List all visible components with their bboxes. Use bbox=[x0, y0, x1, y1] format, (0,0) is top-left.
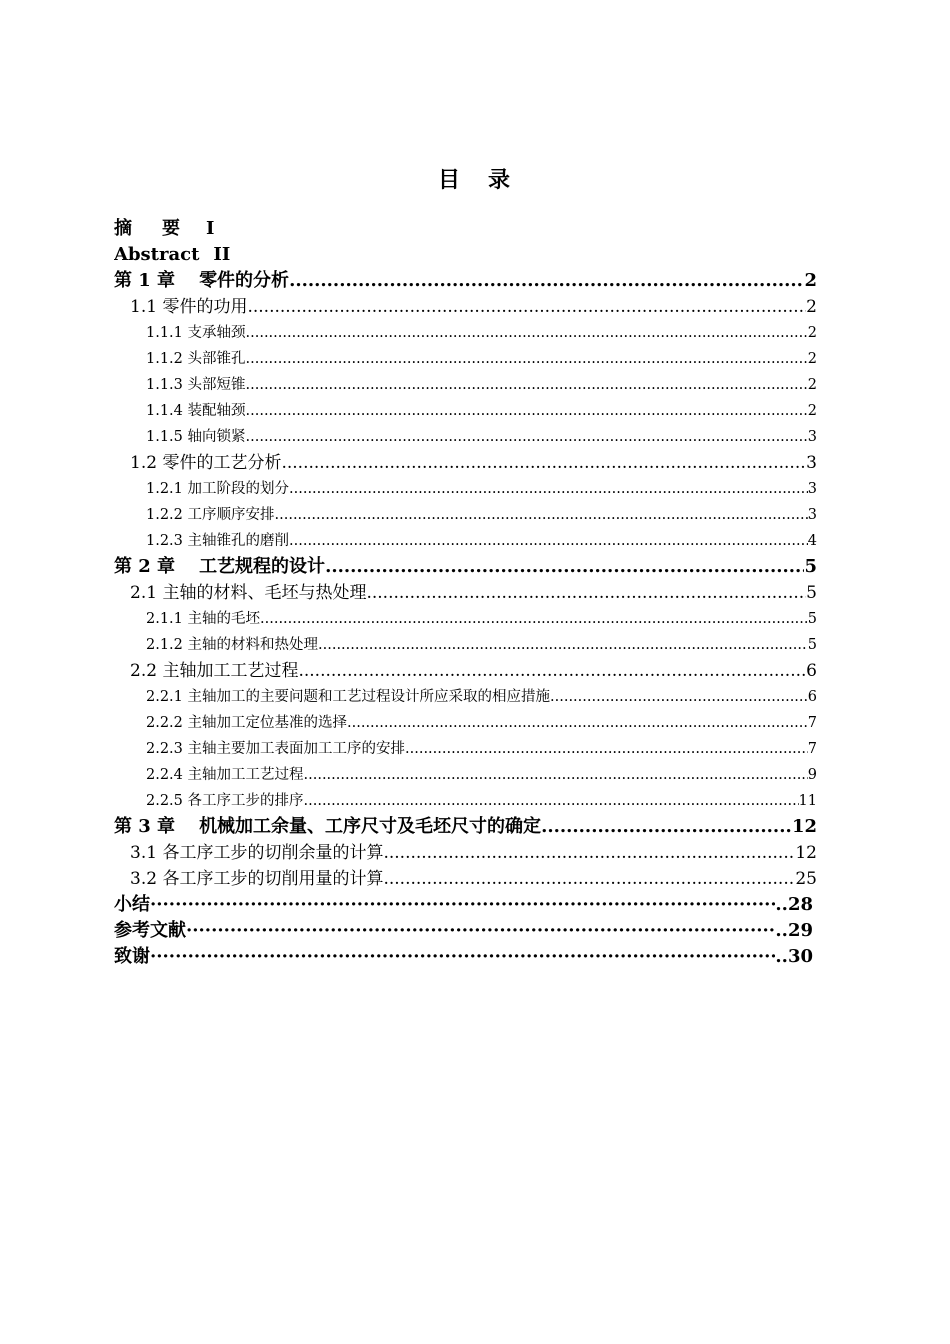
toc-entry-subsection[interactable] bbox=[114, 684, 817, 710]
toc-page-number: 3 bbox=[807, 507, 817, 523]
toc-entry-chapter[interactable] bbox=[114, 268, 817, 294]
toc-end-matter bbox=[114, 892, 817, 970]
entry-title: 1.1.3 头部短锥 bbox=[146, 377, 246, 393]
entry-title: 2.2 主轴加工工艺过程 bbox=[130, 661, 299, 681]
toc-page-number: 5 bbox=[804, 556, 817, 577]
leader-dots bbox=[246, 320, 808, 346]
entry-title: 2.1.2 主轴的材料和热处理 bbox=[146, 637, 319, 653]
toc-entry-subsection[interactable] bbox=[114, 424, 817, 450]
toc-entry-subsection[interactable] bbox=[114, 476, 817, 502]
toc-entry-section[interactable] bbox=[114, 658, 817, 684]
entry-title: 2.2.1 主轴加工的主要问题和工艺过程设计所应采取的相应措施 bbox=[146, 689, 551, 705]
toc-page-number: 2 bbox=[804, 270, 817, 291]
toc-page-number: 4 bbox=[807, 533, 817, 549]
toc-page-number: 6 bbox=[806, 661, 817, 681]
entry-title: 1.2.3 主轴锥孔的磨削 bbox=[146, 533, 290, 549]
toc-page-number: ..28 bbox=[775, 894, 813, 915]
toc-entry-subsection[interactable] bbox=[114, 762, 817, 788]
toc-entry-section[interactable] bbox=[114, 840, 817, 866]
leader-dots bbox=[246, 346, 808, 372]
toc-entry-abstract-en[interactable] bbox=[114, 242, 817, 268]
toc-entry-chapter[interactable] bbox=[114, 554, 817, 580]
toc-page-number: 2 bbox=[807, 325, 817, 341]
leader-dots bbox=[289, 268, 804, 294]
toc-entry-subsection[interactable] bbox=[114, 502, 817, 528]
toc-page-number: 2 bbox=[807, 377, 817, 393]
leader-dots bbox=[186, 918, 775, 944]
toc-entry-section[interactable] bbox=[114, 450, 817, 476]
entry-title: 2.2.4 主轴加工工艺过程 bbox=[146, 767, 304, 783]
toc-page-number: 12 bbox=[791, 816, 817, 837]
toc-body bbox=[114, 268, 817, 892]
toc-page-number: 12 bbox=[795, 843, 817, 863]
entry-title: 1.1 零件的功用 bbox=[130, 297, 248, 317]
toc-page-number: 2 bbox=[806, 297, 817, 317]
toc-entry-subsection[interactable] bbox=[114, 528, 817, 554]
leader-dots bbox=[318, 632, 808, 658]
abstract-cn-char-1: 摘 bbox=[114, 218, 132, 239]
toc-page-number: 5 bbox=[807, 611, 817, 627]
entry-title: 小结 bbox=[114, 894, 150, 915]
chapter-number: 第 1 章 bbox=[114, 270, 176, 291]
leader-dots bbox=[550, 684, 808, 710]
leader-dots bbox=[281, 450, 806, 476]
leader-dots bbox=[150, 944, 775, 970]
toc-entry-section[interactable] bbox=[114, 580, 817, 606]
toc-entry-subsection[interactable] bbox=[114, 346, 817, 372]
toc-entry-subsection[interactable] bbox=[114, 632, 817, 658]
toc-entry-subsection[interactable] bbox=[114, 398, 817, 424]
entry-title: 2.1 主轴的材料、毛坯与热处理 bbox=[130, 583, 367, 603]
leader-dots bbox=[150, 892, 775, 918]
entry-title: 3.2 各工序工步的切削用量的计算 bbox=[130, 869, 384, 889]
leader-dots bbox=[366, 580, 806, 606]
abstract-en-label: Abstract bbox=[114, 244, 200, 265]
toc-page-number: 7 bbox=[807, 741, 817, 757]
toc-entry-end-matter[interactable] bbox=[114, 944, 817, 970]
leader-dots bbox=[260, 606, 808, 632]
entry-title: 参考文献 bbox=[114, 920, 186, 941]
toc-page-number: 25 bbox=[795, 869, 817, 889]
leader-dots bbox=[383, 840, 795, 866]
entry-title: 3.1 各工序工步的切削余量的计算 bbox=[130, 843, 384, 863]
toc-entry-subsection[interactable] bbox=[114, 788, 817, 814]
toc-entry-end-matter[interactable] bbox=[114, 892, 817, 918]
toc-page-number: ..30 bbox=[775, 946, 813, 967]
toc-title bbox=[0, 163, 950, 194]
entry-title: 1.2.2 工序顺序安排 bbox=[146, 507, 275, 523]
toc-entry-subsection[interactable] bbox=[114, 320, 817, 346]
toc-entry-subsection[interactable] bbox=[114, 606, 817, 632]
leader-dots bbox=[383, 866, 795, 892]
toc-page-number: 11 bbox=[798, 793, 817, 809]
entry-title: 2.2.5 各工序工步的排序 bbox=[146, 793, 304, 809]
toc-entry-subsection[interactable] bbox=[114, 372, 817, 398]
toc-entry-section[interactable] bbox=[114, 294, 817, 320]
leader-dots bbox=[246, 424, 808, 450]
toc-entry-end-matter[interactable] bbox=[114, 918, 817, 944]
entry-title: 2.2.3 主轴主要加工表面加工工序的安排 bbox=[146, 741, 406, 757]
toc-entry-chapter[interactable] bbox=[114, 814, 817, 840]
toc-page-number: 3 bbox=[806, 453, 817, 473]
leader-dots bbox=[304, 762, 808, 788]
toc-page-number: 5 bbox=[806, 583, 817, 603]
toc-page-number: 3 bbox=[807, 481, 817, 497]
abstract-cn-char-2: 要 bbox=[162, 218, 180, 239]
chapter-title: 机械加工余量、工序尺寸及毛坯尺寸的确定 bbox=[199, 816, 542, 837]
chapter-title: 零件的分析 bbox=[199, 270, 290, 291]
entry-title: 2.1.1 主轴的毛坯 bbox=[146, 611, 261, 627]
leader-dots bbox=[304, 788, 799, 814]
entry-title: 1.1.1 支承轴颈 bbox=[146, 325, 246, 341]
leader-dots bbox=[247, 294, 806, 320]
entry-title: 1.1.4 装配轴颈 bbox=[146, 403, 246, 419]
chapter-number: 第 2 章 bbox=[114, 556, 176, 577]
toc-entry-subsection[interactable] bbox=[114, 710, 817, 736]
toc-page-number: 2 bbox=[807, 351, 817, 367]
leader-dots bbox=[246, 398, 808, 424]
leader-dots bbox=[289, 476, 808, 502]
entry-title: 2.2.2 主轴加工定位基准的选择 bbox=[146, 715, 348, 731]
toc-page-number: 7 bbox=[807, 715, 817, 731]
leader-dots bbox=[405, 736, 808, 762]
chapter-title: 工艺规程的设计 bbox=[199, 556, 326, 577]
toc-page-number: I bbox=[206, 218, 215, 239]
leader-dots bbox=[541, 814, 792, 840]
toc-page-number: 6 bbox=[807, 689, 817, 705]
leader-dots bbox=[275, 502, 808, 528]
title-char-1: 目 bbox=[437, 167, 462, 193]
entry-title: 1.2.1 加工阶段的划分 bbox=[146, 481, 290, 497]
toc-page-number: II bbox=[213, 244, 231, 265]
entry-title: 1.1.5 轴向锁紧 bbox=[146, 429, 246, 445]
toc-page-number: ..29 bbox=[775, 920, 813, 941]
entry-title: 1.1.2 头部锥孔 bbox=[146, 351, 246, 367]
toc-entry-section[interactable] bbox=[114, 866, 817, 892]
chapter-number: 第 3 章 bbox=[114, 816, 176, 837]
leader-dots bbox=[289, 528, 808, 554]
table-of-contents bbox=[114, 216, 817, 970]
entry-title: 致谢 bbox=[114, 946, 150, 967]
leader-dots bbox=[298, 658, 806, 684]
leader-dots bbox=[347, 710, 808, 736]
toc-entry-subsection[interactable] bbox=[114, 736, 817, 762]
title-char-2: 录 bbox=[488, 167, 513, 193]
toc-page-number: 2 bbox=[807, 403, 817, 419]
toc-entry-abstract-cn[interactable] bbox=[114, 216, 817, 242]
toc-page-number: 5 bbox=[807, 637, 817, 653]
leader-dots bbox=[325, 554, 804, 580]
entry-title: 1.2 零件的工艺分析 bbox=[130, 453, 282, 473]
leader-dots bbox=[246, 372, 808, 398]
toc-page-number: 9 bbox=[807, 767, 817, 783]
toc-page-number: 3 bbox=[807, 429, 817, 445]
